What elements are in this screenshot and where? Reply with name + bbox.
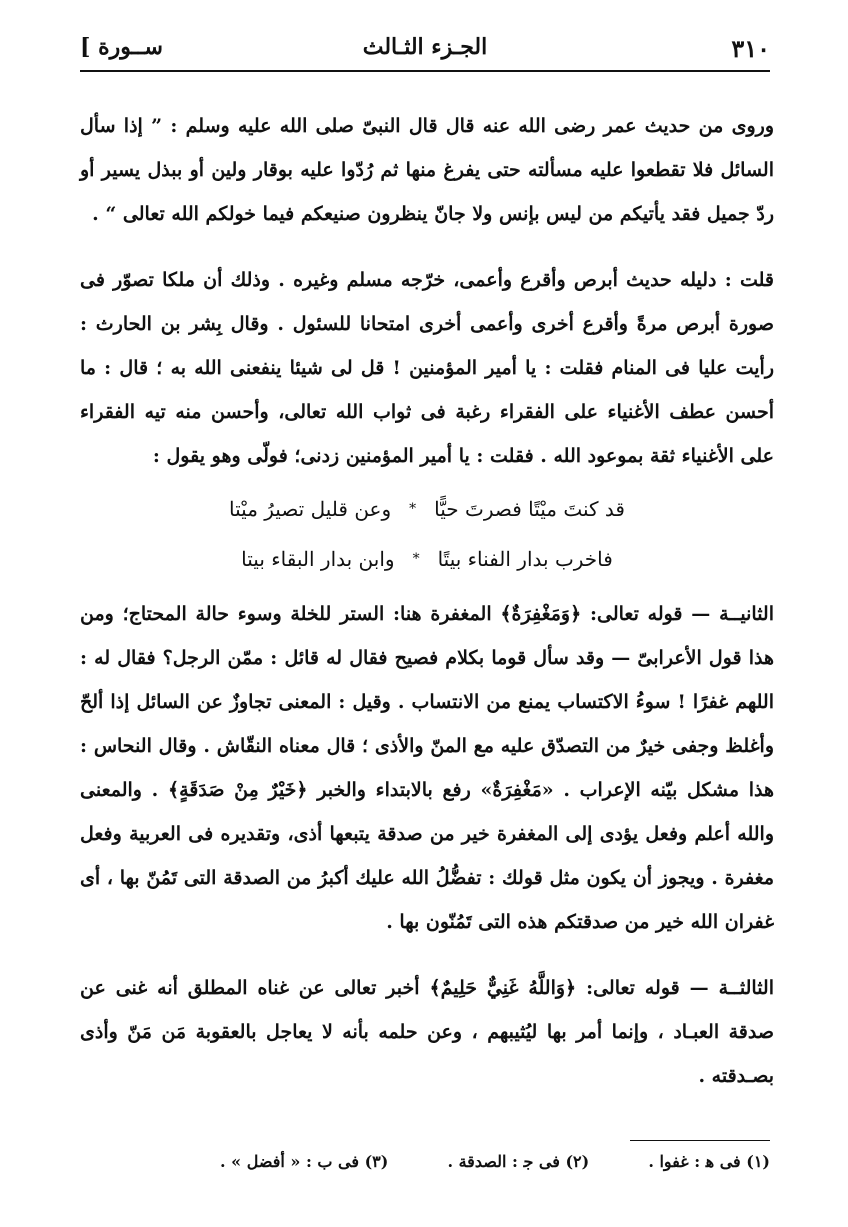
poem-separator: * <box>409 501 417 517</box>
poem-verse <box>80 534 774 584</box>
footnote-divider <box>630 1140 770 1141</box>
poem-verse <box>80 484 774 534</box>
poem <box>80 484 774 584</box>
paragraph-commentary: قلت : دليله حديث أبرص وأقرع وأعمى، خرّجه مسلم وغيره . وذلك أن ملكا تصوّر فى صورة أبرص مرةً وأقرع أخرى وأعمى أخرى امتحانا للسئول . وقال بِشر بن الحارث : رأيت عليا فى المنام فقلت : يا أمير المؤمنين ! قل لى شيئا ينفعنى الله به ؛ قال : ما أحسن عطف الأغنياء على الفقراء رغبة فى ثواب الله تعالى، وأحسن منه تيه الفقراء على الأغنياء ثقة بموعود الله . فقلت : يا أمير المؤمنين زدنى؛ فولّى وهو يقول : <box>80 269 774 467</box>
poem-hemistich-left: وابن بدار البقاء بيتا <box>241 547 395 571</box>
part-title: الجـزء الثـالث <box>362 34 488 60</box>
footnote: (١) فى ﻫ : غفوا . <box>648 1152 770 1171</box>
poem-hemistich-right: قد كنتَ ميْتًا فصرتَ حيًّا <box>434 497 625 521</box>
poem-separator: * <box>412 551 420 567</box>
footnote: (٣) فى ب : « أفضل » . <box>220 1152 389 1171</box>
surah-label: [ ســورة <box>80 34 163 60</box>
poem-hemistich-right: فاخرب بدار الفناء بيتًا <box>437 547 613 571</box>
footnotes <box>220 1152 770 1171</box>
page-header <box>80 30 770 72</box>
paragraph-third-issue: الثالثــة — قوله تعالى: ﴿وَاللَّهُ غَنِيٌّ حَلِيمٌ﴾ أخبر تعالى عن غناه المطلق أنه غنى عن صدقة العبـاد ، وإنما أمر بها ليُثيبهم ، وعن حلمه بأنه لا يعاجل بالعقوبة مَن مَنّ وأذى بصـدقته . <box>80 977 774 1087</box>
paragraph-hadith: وروى من حديث عمر رضى الله عنه قال قال النبىّ صلى الله عليه وسلم : ” إذا سأل السائل فلا تقطعوا عليه مسألته حتى يفرغ منها ثم رُدّوا عليه بوقار ولين أو ببذل يسير أو ردّ جميل فقد يأتيكم من ليس بإنس ولا جانّ ينظرون صنيعكم فيما خولكم الله تعالى “ . <box>80 115 774 225</box>
paragraph-second-issue: الثانيــة — قوله تعالى: ﴿وَمَغْفِرَةٌ﴾ المغفرة هنا: الستر للخلة وسوء حالة المحتاج؛ ومن هذا قول الأعرابىّ — وقد سأل قوما بكلام فصيح فقال له قائل : ممّن الرجل؟ فقال له : اللهم غفرًا ! سوءُ الاكتساب يمنع من الانتساب . وقيل : المعنى تجاوزٌ عن السائل إذا ألحّ وأغلظ وجفى خيرٌ من التصدّق عليه مع المنّ والأذى ؛ قال معناه النقّاش . وقال النحاس : هذا مشكل بيّنه الإعراب . «مَغْفِرَةٌ» رفع بالابتداء والخبر ﴿خَيْرٌ مِنْ صَدَقَةٍ﴾ . والمعنى والله أعلم وفعل يؤدى إلى المغفرة خير من صدقة يتبعها أذى، وتقديره فى العربية وفعل مغفرة . ويجوز أن يكون مثل قولك : تفضُّلُ الله عليك أكبرُ من الصدقة التى تَمُنّ بها ، أى غفران الله خير من صدقتكم هذه التى تَمُنّون بها . <box>80 603 774 933</box>
footnote: (٢) فى ﺟ : الصدقة . <box>447 1152 590 1171</box>
page-body <box>80 104 774 1098</box>
page-number: ٣١٠ <box>731 34 770 63</box>
poem-hemistich-left: وعن قليل تصيرُ ميْتا <box>229 497 392 521</box>
